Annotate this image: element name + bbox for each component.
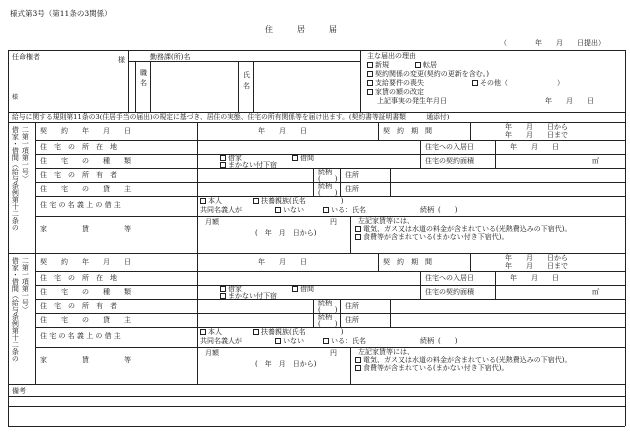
tenant-label: 住 宅 の 名 義 上 の 借 主 [40, 332, 121, 340]
co-tenant-exists[interactable]: いる：氏名 [323, 338, 366, 345]
section-side-label: 借家・借間（給与条例第十二条の [11, 257, 20, 362]
form-number: 様式第3号（第11条の3関係） [10, 9, 112, 18]
owner-relation: 続柄 [318, 299, 332, 307]
rent-note: 左記家賃等には、 [358, 348, 414, 356]
type-rent[interactable]: 借家 [220, 286, 242, 293]
tenant-label: 住 宅 の 名 義 上 の 借 主 [40, 201, 121, 209]
checkbox-icon[interactable] [367, 62, 373, 68]
checkbox-icon[interactable] [355, 226, 361, 232]
rent-note-utilities[interactable]: 電気、ガス又は水道の料金が含まれている(光熱費込みの下宿代)。 [355, 226, 571, 233]
reason-other[interactable]: その他（ ） [472, 80, 564, 87]
checkbox-icon[interactable] [367, 89, 373, 95]
type-board[interactable]: まかない付下宿 [220, 162, 277, 169]
checkbox-icon[interactable] [323, 338, 329, 344]
name-label-1: 氏 [243, 71, 250, 79]
notice-text: 給与に関する規則第11条の3(住居手当の届出)の規定に基づき、居住の実態、住宅の所有関係等を届け出ます。(契約書等証明書類 通添付) [12, 113, 450, 121]
reason-loss[interactable]: 支給要件の喪失 [367, 80, 424, 87]
checkbox-icon[interactable] [355, 234, 361, 240]
checkbox-icon[interactable] [220, 286, 226, 292]
rent-label: 家 賃 等 [40, 356, 131, 364]
contract-date-label: 契 約 年 月 日 [40, 127, 131, 135]
period-from[interactable]: 年 月 日から [505, 123, 568, 131]
reason-rent-change[interactable]: 家賃の額の改定 [367, 89, 424, 96]
tenant-dependent[interactable]: 扶養親族(氏名 ) [253, 198, 343, 205]
location-label: 住 宅 の 所 在 地 [40, 143, 117, 151]
rent-yen: 円 [330, 218, 337, 226]
sama-mark: 様 [12, 94, 19, 101]
reason-contract-change[interactable]: 契約関係の変更(契約の更新を含む。) [367, 71, 489, 78]
type-board[interactable]: まかない付下宿 [220, 293, 277, 300]
rent-yen: 円 [330, 349, 337, 357]
remarks-label: 備考 [12, 387, 26, 395]
reasons-title: 主な届出の理由 [367, 52, 416, 60]
rent-note-meals[interactable]: 食費等が含まれている(まかない付き下宿代)。 [355, 365, 508, 372]
tenant-self[interactable]: 本人 [200, 329, 222, 336]
owner-address-label: 住所 [345, 302, 359, 310]
section-side-label-2: 二第一項第一号） [21, 126, 30, 182]
period-from[interactable]: 年 月 日から [505, 254, 568, 262]
checkbox-icon[interactable] [253, 329, 259, 335]
period-label: 契 約 期 間 [383, 127, 432, 135]
move-in-label: 住宅への入居日 [425, 143, 474, 151]
tenant-relation: 続柄 [420, 337, 434, 345]
rent-label: 家 賃 等 [40, 225, 131, 233]
co-tenant-none[interactable]: いない [275, 207, 304, 214]
checkbox-icon[interactable] [200, 198, 206, 204]
rent-note: 左記家賃等には、 [358, 217, 414, 225]
reason-occurred: 上記事実の発生年月日 [377, 97, 447, 105]
contract-date-label: 契 約 年 月 日 [40, 258, 131, 266]
reason-occurred-date[interactable]: 年 月 日 [545, 97, 594, 105]
name-label-2: 名 [243, 82, 250, 90]
page-title: 住 居 届 [265, 25, 337, 34]
checkbox-icon[interactable] [220, 155, 226, 161]
period-to[interactable]: 年 月 日まで [505, 262, 568, 270]
type-label: 住 宅 の 種 類 [40, 288, 131, 296]
checkbox-icon[interactable] [292, 155, 298, 161]
tenant-paren: ( ) [438, 206, 458, 214]
period-label: 契 約 期 間 [383, 258, 432, 266]
section-side-label: 借家・借間（給与条例第十二条の [11, 126, 20, 231]
co-tenant-exists[interactable]: いる：氏名 [323, 207, 366, 214]
checkbox-icon[interactable] [355, 365, 361, 371]
co-tenant-label: 共同名義人が [200, 337, 242, 345]
contract-date-value[interactable]: 年 月 日 [258, 258, 307, 266]
reason-move[interactable]: 転居 [415, 62, 437, 69]
checkbox-icon[interactable] [275, 207, 281, 213]
section-side-label-2: 二第一項第一号） [21, 257, 30, 313]
rent-from-date: ( 年 月 日から) [255, 360, 317, 368]
location-label: 住 宅 の 所 在 地 [40, 274, 117, 282]
rent-note-meals[interactable]: 食費等が含まれている(まかない付き下宿代)。 [355, 234, 508, 241]
move-in-label: 住宅への入居日 [425, 274, 474, 282]
tenant-relation: 続柄 [420, 206, 434, 214]
co-tenant-none[interactable]: いない [275, 338, 304, 345]
workplace-label: 勤務課(所)名 [150, 53, 191, 61]
lessor-relation: 続柄 [318, 182, 332, 190]
checkbox-icon[interactable] [220, 162, 226, 168]
owner-label: 住 宅 の 所 有 者 [40, 171, 117, 179]
sama-label: 様 [118, 56, 125, 64]
type-rent[interactable]: 借家 [220, 155, 242, 162]
reason-new[interactable]: 新規 [367, 62, 389, 69]
checkbox-icon[interactable] [323, 207, 329, 213]
checkbox-icon[interactable] [200, 329, 206, 335]
owner-address-label: 住所 [345, 171, 359, 179]
rent-from-date: ( 年 月 日から) [255, 229, 317, 237]
checkbox-icon[interactable] [367, 71, 373, 77]
checkbox-icon[interactable] [472, 80, 478, 86]
type-label: 住 宅 の 種 類 [40, 157, 131, 165]
move-in-date[interactable]: 年 月 日 [510, 143, 559, 151]
contract-date-value[interactable]: 年 月 日 [258, 127, 307, 135]
checkbox-icon[interactable] [220, 293, 226, 299]
lessor-label: 住 宅 の 貸 主 [40, 185, 131, 193]
tenant-dependent[interactable]: 扶養親族(氏名 ) [253, 329, 343, 336]
rent-monthly: 月額 [205, 349, 219, 357]
owner-paren: ( ) [318, 175, 338, 183]
staff-label-1: 職 [140, 69, 147, 77]
owner-relation: 続柄 [318, 168, 332, 176]
checkbox-icon[interactable] [292, 286, 298, 292]
appointer-label: 任命権者 [12, 53, 40, 61]
area-label: 住宅の契約面積 [425, 157, 474, 165]
lessor-relation: 続柄 [318, 313, 332, 321]
area-label: 住宅の契約面積 [425, 288, 474, 296]
staff-label-2: 名 [140, 79, 147, 87]
area-unit: ㎡ [592, 288, 599, 296]
checkbox-icon[interactable] [253, 198, 259, 204]
tenant-self[interactable]: 本人 [200, 198, 222, 205]
type-room[interactable]: 借間 [292, 286, 314, 293]
rent-monthly: 月額 [205, 218, 219, 226]
checkbox-icon[interactable] [275, 338, 281, 344]
type-room[interactable]: 借間 [292, 155, 314, 162]
checkbox-icon[interactable] [367, 80, 373, 86]
tenant-paren: ( ) [438, 337, 458, 345]
lessor-address-label: 住所 [345, 185, 359, 193]
lessor-paren: ( ) [318, 320, 338, 328]
lessor-label: 住 宅 の 貸 主 [40, 316, 131, 324]
period-to[interactable]: 年 月 日まで [505, 131, 568, 139]
area-unit: ㎡ [592, 157, 599, 165]
lessor-paren: ( ) [318, 189, 338, 197]
move-in-date[interactable]: 年 月 日 [510, 274, 559, 282]
checkbox-icon[interactable] [355, 357, 361, 363]
lessor-address-label: 住所 [345, 316, 359, 324]
owner-label: 住 宅 の 所 有 者 [40, 302, 117, 310]
owner-paren: ( ) [318, 306, 338, 314]
co-tenant-label: 共同名義人が [200, 206, 242, 214]
submit-date[interactable]: （ 年 月 日提出） [500, 39, 605, 47]
rent-note-utilities[interactable]: 電気、ガス又は水道の料金が含まれている(光熱費込みの下宿代)。 [355, 357, 571, 364]
checkbox-icon[interactable] [415, 62, 421, 68]
